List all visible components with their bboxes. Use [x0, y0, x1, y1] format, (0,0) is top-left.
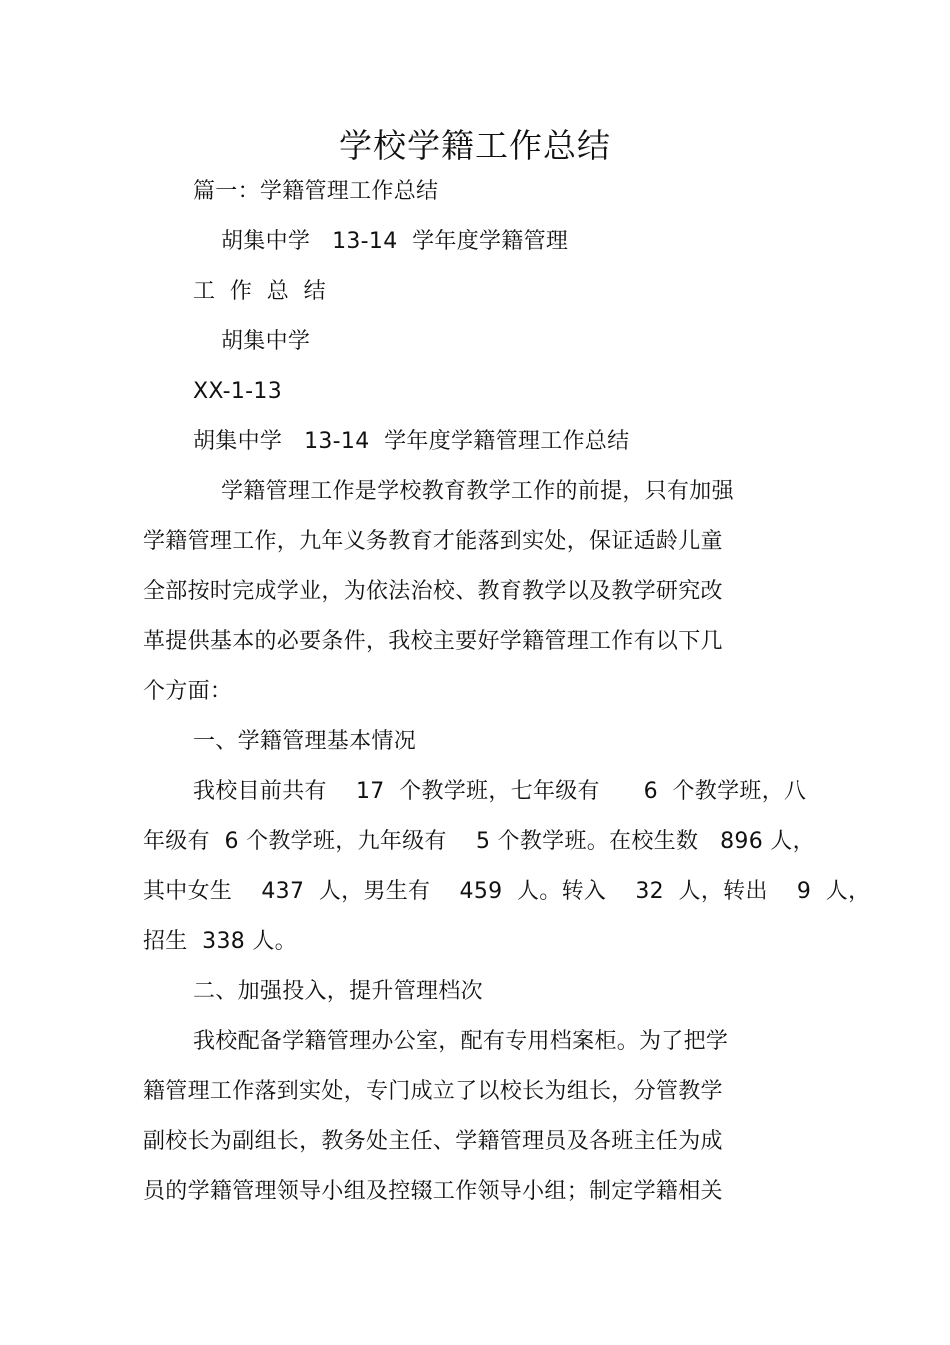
- report-heading: 胡集中学 13-14 学年度学籍管理工作总结: [193, 429, 630, 454]
- body-line: 个方面：: [143, 679, 233, 704]
- body-line: 全部按时完成学业，为依法治校、教育教学以及教学研究改: [143, 579, 723, 604]
- school-name: 胡集中学: [221, 329, 311, 354]
- report-title-line-2: 工 作 总 结: [193, 279, 326, 304]
- section-heading-investment: 二、加强投入，提升管理档次: [193, 979, 483, 1004]
- body-line: 副校长为副组长，教务处主任、学籍管理员及各班主任为成: [143, 1129, 723, 1154]
- body-line: 招生 338 人。: [143, 929, 297, 954]
- body-line: 革提供基本的必要条件，我校主要好学籍管理工作有以下几: [143, 629, 723, 654]
- body-line: 其中女生 437 人，男生有 459 人。转入 32 人，转出 9 人，: [143, 879, 871, 904]
- date-line: XX-1-13: [193, 379, 283, 404]
- body-line: 年级有 6 个教学班，九年级有 5 个教学班。在校生数 896 人，: [143, 829, 815, 854]
- section-heading-basic-info: 一、学籍管理基本情况: [193, 729, 417, 754]
- body-line: 学籍管理工作是学校教育教学工作的前提，只有加强: [221, 479, 734, 504]
- body-line: 籍管理工作落到实处，专门成立了以校长为组长，分管教学: [143, 1079, 723, 1104]
- document-title: 学校学籍工作总结: [339, 126, 611, 165]
- body-line: 学籍管理工作，九年义务教育才能落到实处，保证适龄儿童: [143, 529, 723, 554]
- report-title-line-1: 胡集中学 13-14 学年度学籍管理: [221, 229, 569, 254]
- body-line: 我校配备学籍管理办公室，配有专用档案柜。为了把学: [193, 1029, 729, 1054]
- body-line: 我校目前共有 17 个教学班，七年级有 6 个教学班，八: [193, 779, 807, 804]
- body-line: 员的学籍管理领导小组及控辍工作领导小组；制定学籍相关: [143, 1179, 723, 1204]
- section-heading-1: 篇一：学籍管理工作总结: [193, 179, 439, 204]
